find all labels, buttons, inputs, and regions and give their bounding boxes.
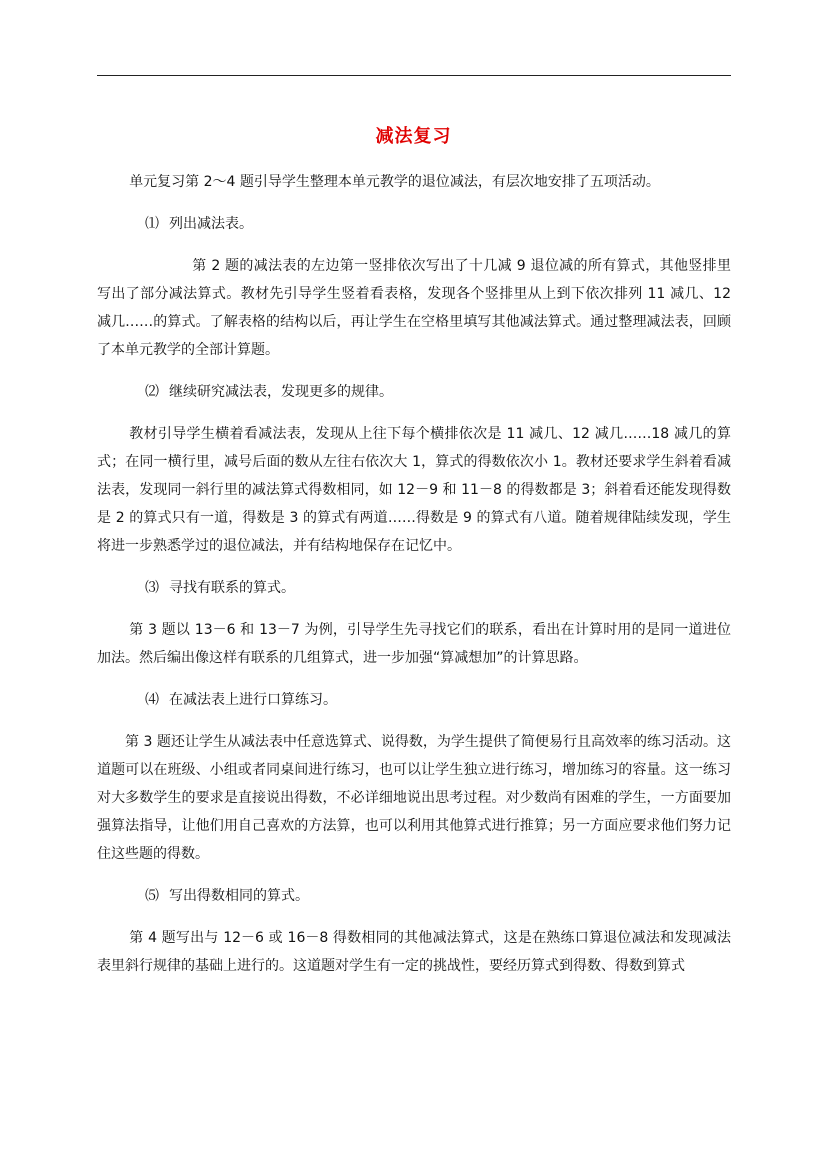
item-number: ⑸ [145,888,159,904]
item-number: ⑶ [145,580,159,596]
body-paragraph: 第 3 题还让学生从减法表中任意选算式、说得数，为学生提供了简便易行且高效率的练习活动。这道题可以在班级、小组或者同桌间进行练习，也可以让学生独立进行练习，增加练习的容量。这一练习对大多数学生的要求是直接说出得数，不必详细地说出思考过程。对少数尚有困难的学生，一方面要加强算法指导，让他们用自己喜欢的方法算，也可以利用其他算式进行推算；另一方面应要求他们努力记住这些题的得数。 [97,734,731,862]
item-text: 列出减法表。 [169,216,253,232]
item-text: 写出得数相同的算式。 [169,888,309,904]
header-rule [97,75,731,76]
list-item [97,378,731,406]
item-number: ⑵ [145,384,159,400]
body-paragraph: 第 3 题以 13－6 和 13－7 为例，引导学生先寻找它们的联系，看出在计算时用的是同一道进位加法。然后编出像这样有联系的几组算式，进一步加强“算减想加”的计算思路。 [97,622,731,666]
item-text: 在减法表上进行口算练习。 [169,692,337,708]
item-text: 寻找有联系的算式。 [169,580,295,596]
page-title: 减法复习 [375,126,452,147]
list-item [97,210,731,238]
item-number: ⑴ [145,216,159,232]
list-item [97,574,731,602]
body-paragraph: 教材引导学生横着看减法表，发现从上往下每个横排依次是 11 减几、12 减几……18 减几的算式；在同一横行里，减号后面的数从左往右依次大 1，算式的得数依次小 1。教材还要求学生斜着看减法表，发现同一斜行里的减法算式得数相同，如 12－9 和 11－8 的得数都是 3；斜着看还能发现得数是 2 的算式只有一道，得数是 3 的算式有两道……得数是 9 的算式有八道。随着规律陆续发现，学生将进一步熟悉学过的退位减法，并有结构地保存在记忆中。 [97,426,731,554]
body-paragraph: 第 4 题写出与 12－6 或 16－8 得数相同的其他减法算式，这是在熟练口算退位减法和发现减法表里斜行规律的基础上进行的。这道题对学生有一定的挑战性，要经历算式到得数、得数到算式 [97,930,731,974]
body-paragraph: 第 2 题的减法表的左边第一竖排依次写出了十几减 9 退位减的所有算式，其他竖排里写出了部分减法算式。教材先引导学生竖着看表格，发现各个竖排里从上到下依次排列 11 减几、12 减几……的算式。了解表格的结构以后，再让学生在空格里填写其他减法算式。通过整理减法表，回顾了本单元教学的全部计算题。 [97,258,731,358]
intro-paragraph: 单元复习第 2～4 题引导学生整理本单元教学的退位减法，有层次地安排了五项活动。 [129,174,660,190]
list-item [97,686,731,714]
document-body [97,168,731,994]
item-number: ⑷ [145,692,159,708]
item-text: 继续研究减法表，发现更多的规律。 [169,384,393,400]
list-item [97,882,731,910]
